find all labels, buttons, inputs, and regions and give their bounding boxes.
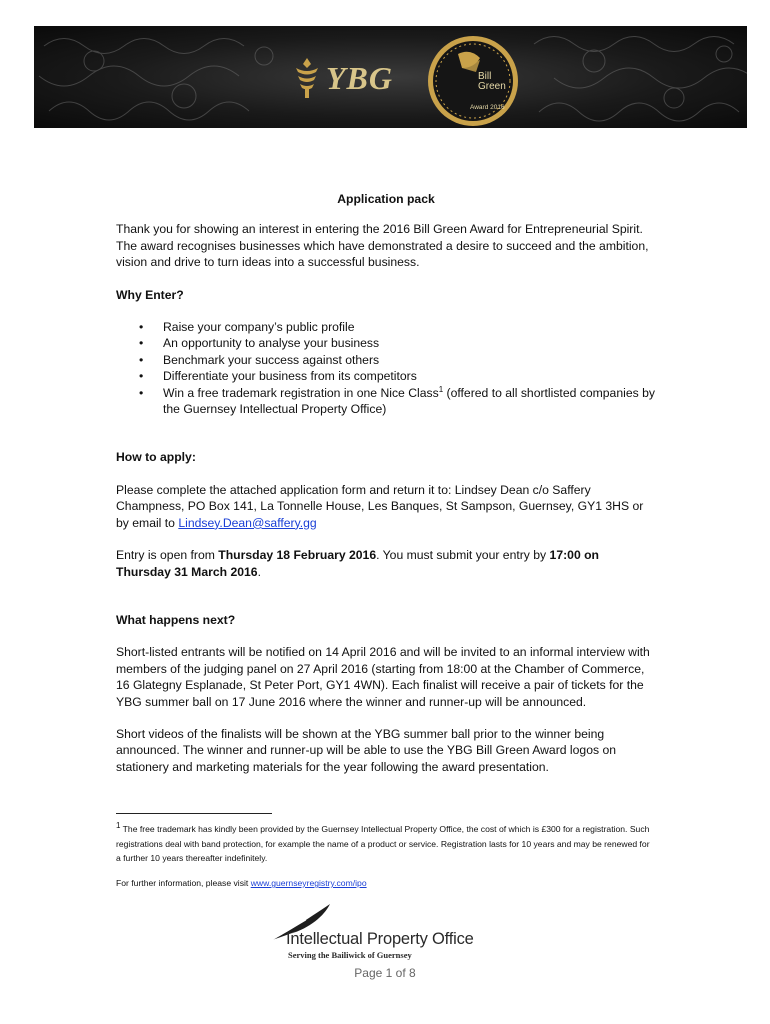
list-item: • Benchmark your success against others: [116, 352, 656, 368]
further-info: For further information, please visit www.guernseyregistry.com/ipo: [116, 878, 367, 888]
header-banner: [34, 26, 747, 128]
ybg-emblem-icon: [290, 56, 324, 100]
open-date: Thursday 18 February 2016: [218, 548, 377, 563]
how-to-apply-heading: How to apply:: [116, 450, 196, 465]
ipo-tagline: Serving the Bailiwick of Guernsey: [288, 950, 412, 960]
footnote-divider: [116, 813, 272, 814]
ipo-logo: [266, 902, 506, 962]
how-to-apply-paragraph: Please complete the attached application form and return it to: Lindsey Dean c/o Saffery Champness, PO Box 141, La Tonnelle House, Les Banques, St Sampson, Guernsey, GY1 3HS or by email to Lindsey.Dean@saffery.gg: [116, 482, 644, 530]
list-item: • An opportunity to analyse your business: [116, 335, 656, 351]
what-next-heading: What happens next?: [116, 612, 236, 627]
entry-dates-paragraph: Entry is open from Thursday 18 February 2016. You must submit your entry by 17:00 on Thursday 31 March 2016.: [116, 548, 599, 579]
ybg-logo: [290, 56, 400, 100]
intro-paragraph: Thank you for showing an interest in entering the 2016 Bill Green Award for Entrepreneurial Spirit. The award recognises businesses which have demonstrated a desire to succeed and the ambition, vision and drive to turn ideas into a successful business.: [116, 222, 649, 270]
footnote-ref: 1: [438, 384, 444, 394]
deadline: 17:00 on Thursday 31 March 2016: [116, 548, 599, 579]
why-enter-list: [116, 319, 656, 417]
list-item: • Raise your company’s public profile: [116, 319, 656, 335]
list-item: • Differentiate your business from its competitors: [116, 368, 656, 384]
ipo-name: Intellectual Property Office: [286, 930, 474, 948]
award-name: Bill Green: [478, 71, 506, 92]
page-number: Page 1 of 8: [354, 966, 416, 980]
registry-link[interactable]: www.guernseyregistry.com/ipo: [250, 878, 367, 888]
what-next-paragraph-1: Short-listed entrants will be notified on 14 April 2016 and will be invited to an informal interview with members of the judging panel on 27 April 2016 (starting from 18:00 at the Chamber of Commerce, 16 Glategny Esplanade, St Peter Port, GY1 4WN). Each finalist will receive a pair of tickets for the YBG summer ball on 17 June 2016 where the winner and runner-up will be announced.: [116, 645, 650, 709]
email-link[interactable]: Lindsey.Dean@saffery.gg: [178, 515, 317, 530]
footnote: $^1$ The free trademark has kindly been provided by the Guernsey Intellectual Property Office, the cost of which is £300 for a registration. Such registrations deal with band protection, for example the name of a product or service. Registration lasts for 10 years and may be renewed for a further 10 years thereafter indefinitely.: [116, 821, 650, 863]
award-year: Award 2016: [470, 104, 505, 111]
page-title: Application pack: [337, 192, 435, 206]
ybg-wordmark: YBG: [326, 60, 393, 96]
why-enter-heading: Why Enter?: [116, 287, 184, 302]
document-body: [116, 191, 656, 775]
what-next-paragraph-2: Short videos of the finalists will be shown at the YBG summer ball prior to the winner being announced. The winner and runner-up will be able to use the YBG Bill Green Award logos on stationery and marketing materials for the year following the award presentation.: [116, 726, 617, 774]
list-item: • Win a free trademark registration in one Nice Class$^1$ (offered to all shortlisted companies by the Guernsey Intellectual Property Office): [116, 385, 656, 418]
